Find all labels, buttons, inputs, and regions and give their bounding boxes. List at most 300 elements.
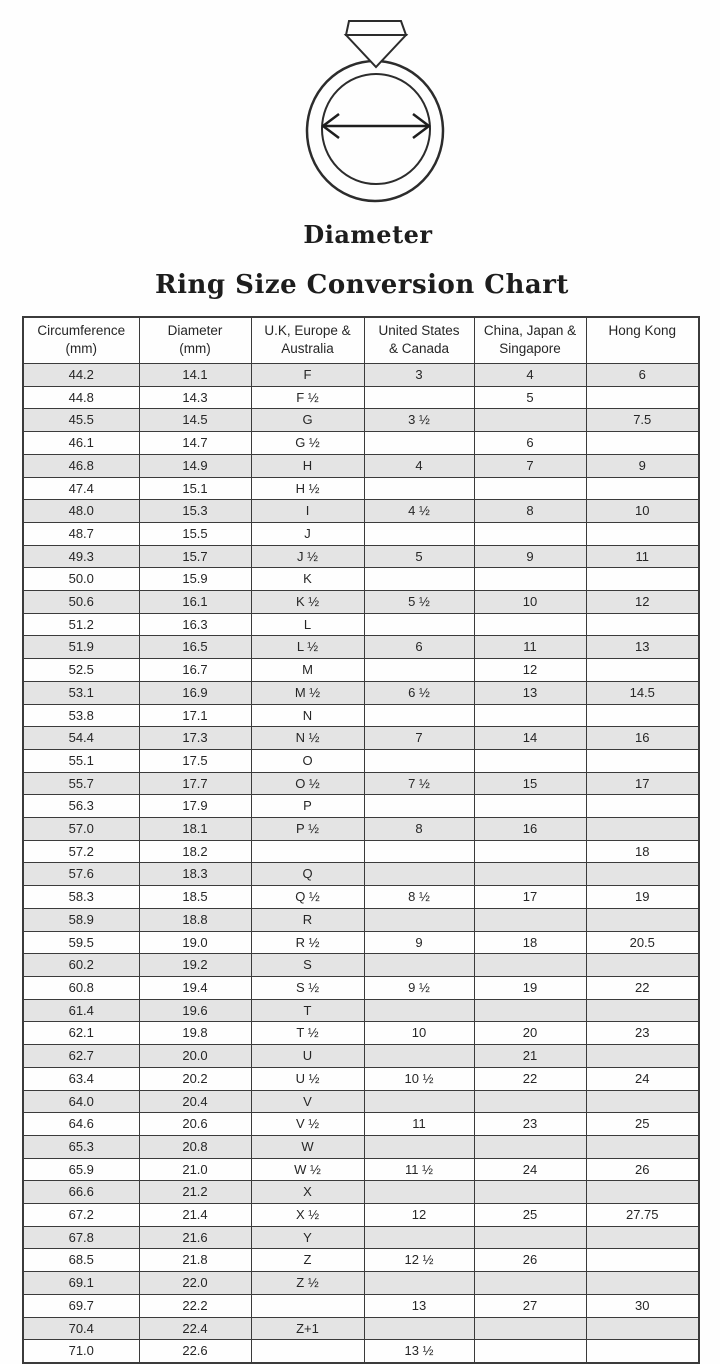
table-row	[23, 840, 699, 863]
table-cell	[474, 568, 586, 591]
table-cell: N ½	[251, 727, 364, 750]
table-cell: 48.0	[23, 500, 139, 523]
table-row	[23, 1226, 699, 1249]
table-row	[23, 364, 699, 387]
table-cell: 66.6	[23, 1181, 139, 1204]
table-cell: H	[251, 454, 364, 477]
table-cell: 16	[586, 727, 699, 750]
table-cell: 17.9	[139, 795, 251, 818]
table-cell	[586, 749, 699, 772]
table-cell: 64.6	[23, 1113, 139, 1136]
table-cell	[586, 568, 699, 591]
table-cell: 9	[586, 454, 699, 477]
table-cell: 22	[474, 1067, 586, 1090]
table-cell: N	[251, 704, 364, 727]
table-cell: 62.7	[23, 1045, 139, 1068]
table-cell	[474, 795, 586, 818]
table-cell: 55.7	[23, 772, 139, 795]
table-cell: R	[251, 908, 364, 931]
table-cell: 8 ½	[364, 886, 474, 909]
table-cell	[586, 863, 699, 886]
table-cell: 16.1	[139, 591, 251, 614]
table-row	[23, 636, 699, 659]
table-cell	[586, 795, 699, 818]
table-cell: 9	[364, 931, 474, 954]
table-cell: 51.2	[23, 613, 139, 636]
table-cell: 14.5	[586, 681, 699, 704]
table-cell: 46.8	[23, 454, 139, 477]
table-cell: 15	[474, 772, 586, 795]
table-cell: 12	[586, 591, 699, 614]
table-cell: 23	[474, 1113, 586, 1136]
table-cell: V	[251, 1090, 364, 1113]
table-cell: R ½	[251, 931, 364, 954]
table-cell: 69.1	[23, 1272, 139, 1295]
table-cell: 63.4	[23, 1067, 139, 1090]
table-cell: 48.7	[23, 522, 139, 545]
table-cell	[474, 908, 586, 931]
table-cell: 19.0	[139, 931, 251, 954]
table-cell: 54.4	[23, 727, 139, 750]
table-cell: 71.0	[23, 1340, 139, 1363]
table-cell: 5 ½	[364, 591, 474, 614]
table-cell: 17.1	[139, 704, 251, 727]
table-row	[23, 659, 699, 682]
table-cell	[586, 432, 699, 455]
table-cell: 19.8	[139, 1022, 251, 1045]
ring-diameter-illustration	[282, 10, 462, 210]
table-row	[23, 1317, 699, 1340]
table-cell: 11	[364, 1113, 474, 1136]
page-title: Ring Size Conversion Chart	[155, 270, 569, 300]
table-cell: 57.2	[23, 840, 139, 863]
table-cell: 12	[364, 1204, 474, 1227]
table-cell: G ½	[251, 432, 364, 455]
table-cell: 52.5	[23, 659, 139, 682]
table-cell: 23	[586, 1022, 699, 1045]
table-cell: 67.8	[23, 1226, 139, 1249]
table-body	[23, 364, 699, 1363]
table-cell	[364, 1226, 474, 1249]
table-cell: 13 ½	[364, 1340, 474, 1363]
table-cell: 16.3	[139, 613, 251, 636]
table-cell: 57.0	[23, 818, 139, 841]
table-cell: 20.5	[586, 931, 699, 954]
table-cell	[364, 568, 474, 591]
table-cell	[364, 477, 474, 500]
table-cell: W ½	[251, 1158, 364, 1181]
table-row	[23, 976, 699, 999]
table-cell: 8	[364, 818, 474, 841]
table-cell: F	[251, 364, 364, 387]
table-row	[23, 1045, 699, 1068]
table-cell: 21.2	[139, 1181, 251, 1204]
table-cell	[586, 1340, 699, 1363]
table-cell: 53.1	[23, 681, 139, 704]
table-cell: 22	[586, 976, 699, 999]
table-cell: 55.1	[23, 749, 139, 772]
table-cell: 60.2	[23, 954, 139, 977]
table-row	[23, 1181, 699, 1204]
table-cell: 20.0	[139, 1045, 251, 1068]
table-cell: 13	[586, 636, 699, 659]
table-cell	[586, 1045, 699, 1068]
table-row	[23, 522, 699, 545]
table-cell: 30	[586, 1294, 699, 1317]
table-cell: 51.9	[23, 636, 139, 659]
table-cell	[474, 1090, 586, 1113]
table-cell: 17.7	[139, 772, 251, 795]
table-cell: 21.4	[139, 1204, 251, 1227]
table-cell: 14.1	[139, 364, 251, 387]
table-cell: T	[251, 999, 364, 1022]
table-cell: 56.3	[23, 795, 139, 818]
table-cell: 61.4	[23, 999, 139, 1022]
table-cell: 22.4	[139, 1317, 251, 1340]
table-cell	[474, 1135, 586, 1158]
table-cell: 15.1	[139, 477, 251, 500]
table-cell: 10	[586, 500, 699, 523]
table-cell: 20.8	[139, 1135, 251, 1158]
table-cell	[586, 818, 699, 841]
table-row	[23, 613, 699, 636]
table-cell: T ½	[251, 1022, 364, 1045]
table-cell	[586, 1226, 699, 1249]
table-cell: L ½	[251, 636, 364, 659]
table-cell: 15.9	[139, 568, 251, 591]
table-cell: 14.7	[139, 432, 251, 455]
table-cell: 58.9	[23, 908, 139, 931]
table-cell: 20	[474, 1022, 586, 1045]
table-cell	[586, 1090, 699, 1113]
column-header: U.K, Europe & Australia	[251, 317, 364, 364]
table-cell: P ½	[251, 818, 364, 841]
table-cell: 18.2	[139, 840, 251, 863]
table-cell: 45.5	[23, 409, 139, 432]
table-cell: Z+1	[251, 1317, 364, 1340]
table-cell: 65.9	[23, 1158, 139, 1181]
table-cell	[251, 1340, 364, 1363]
table-cell: 7.5	[586, 409, 699, 432]
table-row	[23, 749, 699, 772]
table-cell: P	[251, 795, 364, 818]
table-cell	[586, 704, 699, 727]
table-cell: 3	[364, 364, 474, 387]
table-cell	[474, 1272, 586, 1295]
table-cell: 18	[586, 840, 699, 863]
table-cell: 21.0	[139, 1158, 251, 1181]
table-cell: 12	[474, 659, 586, 682]
table-cell: Z ½	[251, 1272, 364, 1295]
table-cell: 65.3	[23, 1135, 139, 1158]
table-cell: 11	[586, 545, 699, 568]
table-row	[23, 1067, 699, 1090]
table-cell	[364, 840, 474, 863]
table-cell: 10 ½	[364, 1067, 474, 1090]
table-cell: 15.7	[139, 545, 251, 568]
table-cell: 22.0	[139, 1272, 251, 1295]
table-cell: 20.2	[139, 1067, 251, 1090]
table-row	[23, 795, 699, 818]
table-cell	[474, 749, 586, 772]
table-cell: 5	[474, 386, 586, 409]
table-cell	[474, 522, 586, 545]
table-cell	[474, 477, 586, 500]
table-cell: 16	[474, 818, 586, 841]
table-row	[23, 863, 699, 886]
table-cell	[364, 522, 474, 545]
table-cell	[364, 954, 474, 977]
table-row	[23, 727, 699, 750]
table-cell	[364, 613, 474, 636]
table-row	[23, 545, 699, 568]
table-cell: 19.6	[139, 999, 251, 1022]
table-cell: 62.1	[23, 1022, 139, 1045]
table-cell	[474, 704, 586, 727]
table-row	[23, 681, 699, 704]
table-cell: O ½	[251, 772, 364, 795]
table-row	[23, 409, 699, 432]
table-cell: W	[251, 1135, 364, 1158]
table-cell	[586, 613, 699, 636]
table-cell: 24	[474, 1158, 586, 1181]
table-cell: X ½	[251, 1204, 364, 1227]
table-cell: 60.8	[23, 976, 139, 999]
table-row	[23, 1272, 699, 1295]
table-cell: 44.8	[23, 386, 139, 409]
table-cell: 27.75	[586, 1204, 699, 1227]
table-cell: 47.4	[23, 477, 139, 500]
table-cell	[251, 840, 364, 863]
table-cell: 27	[474, 1294, 586, 1317]
table-cell: M	[251, 659, 364, 682]
table-cell: 10	[474, 591, 586, 614]
table-cell: 17.5	[139, 749, 251, 772]
table-cell	[364, 795, 474, 818]
diamond-icon	[346, 21, 406, 35]
diameter-label: Diameter	[303, 220, 433, 249]
table-cell: 8	[474, 500, 586, 523]
table-cell: K ½	[251, 591, 364, 614]
table-row	[23, 477, 699, 500]
column-header: China, Japan & Singapore	[474, 317, 586, 364]
table-cell: S ½	[251, 976, 364, 999]
table-cell	[364, 704, 474, 727]
table-cell	[364, 1272, 474, 1295]
table-cell	[474, 954, 586, 977]
table-row	[23, 386, 699, 409]
table-cell	[364, 659, 474, 682]
table-cell: X	[251, 1181, 364, 1204]
table-cell: 14.9	[139, 454, 251, 477]
table-cell: 21.6	[139, 1226, 251, 1249]
table-cell: 14.3	[139, 386, 251, 409]
table-cell	[474, 1226, 586, 1249]
table-cell	[364, 1317, 474, 1340]
table-cell	[474, 1340, 586, 1363]
table-row	[23, 568, 699, 591]
table-cell: 26	[586, 1158, 699, 1181]
table-cell: Z	[251, 1249, 364, 1272]
table-cell	[364, 908, 474, 931]
table-cell: 46.1	[23, 432, 139, 455]
table-cell	[586, 1249, 699, 1272]
table-cell: 50.6	[23, 591, 139, 614]
table-cell: 18.1	[139, 818, 251, 841]
table-cell: 69.7	[23, 1294, 139, 1317]
table-row	[23, 591, 699, 614]
table-header	[23, 317, 699, 364]
table-cell: U ½	[251, 1067, 364, 1090]
table-cell	[586, 1135, 699, 1158]
table-cell	[586, 999, 699, 1022]
table-cell: 22.2	[139, 1294, 251, 1317]
table-cell: 70.4	[23, 1317, 139, 1340]
table-cell	[474, 409, 586, 432]
table-cell	[364, 1181, 474, 1204]
table-cell: 19	[474, 976, 586, 999]
column-header: Circumference (mm)	[23, 317, 139, 364]
table-cell: 15.5	[139, 522, 251, 545]
table-cell: 14.5	[139, 409, 251, 432]
table-cell: 57.6	[23, 863, 139, 886]
table-cell: 6	[364, 636, 474, 659]
table-cell	[364, 863, 474, 886]
table-cell: 7	[364, 727, 474, 750]
table-cell: H ½	[251, 477, 364, 500]
table-cell: 4 ½	[364, 500, 474, 523]
table-row	[23, 1158, 699, 1181]
table-cell: 44.2	[23, 364, 139, 387]
table-cell: 12 ½	[364, 1249, 474, 1272]
table-cell: S	[251, 954, 364, 977]
table-cell	[364, 1045, 474, 1068]
table-cell: 13	[474, 681, 586, 704]
table-cell: Q ½	[251, 886, 364, 909]
table-cell: 19.4	[139, 976, 251, 999]
table-cell: 7 ½	[364, 772, 474, 795]
table-cell	[586, 1317, 699, 1340]
table-cell: 68.5	[23, 1249, 139, 1272]
table-cell: 49.3	[23, 545, 139, 568]
table-cell: O	[251, 749, 364, 772]
table-header-row	[23, 317, 699, 364]
table-cell: 11	[474, 636, 586, 659]
table-cell: 67.2	[23, 1204, 139, 1227]
table-cell	[586, 954, 699, 977]
table-cell: M ½	[251, 681, 364, 704]
table-cell: 19.2	[139, 954, 251, 977]
table-cell	[586, 659, 699, 682]
table-cell: 6	[586, 364, 699, 387]
table-cell: 10	[364, 1022, 474, 1045]
table-row	[23, 1090, 699, 1113]
table-cell: 18.8	[139, 908, 251, 931]
ring-with-diamond-icon	[282, 10, 462, 210]
table-cell	[586, 1272, 699, 1295]
table-row	[23, 999, 699, 1022]
column-header: Hong Kong	[586, 317, 699, 364]
table-cell: 21	[474, 1045, 586, 1068]
table-cell: 50.0	[23, 568, 139, 591]
table-cell: 14	[474, 727, 586, 750]
table-row	[23, 1340, 699, 1363]
table-row	[23, 772, 699, 795]
table-cell	[364, 386, 474, 409]
table-cell: 58.3	[23, 886, 139, 909]
column-header: Diameter (mm)	[139, 317, 251, 364]
table-row	[23, 886, 699, 909]
table-cell: 6 ½	[364, 681, 474, 704]
table-cell: 25	[586, 1113, 699, 1136]
table-cell: Y	[251, 1226, 364, 1249]
table-cell	[586, 522, 699, 545]
table-cell: U	[251, 1045, 364, 1068]
table-row	[23, 704, 699, 727]
table-cell: 19	[586, 886, 699, 909]
table-cell: Q	[251, 863, 364, 886]
table-cell: V ½	[251, 1113, 364, 1136]
table-cell: L	[251, 613, 364, 636]
table-cell: 64.0	[23, 1090, 139, 1113]
table-cell: 20.4	[139, 1090, 251, 1113]
table-cell	[474, 1181, 586, 1204]
table-cell: 17	[474, 886, 586, 909]
table-row	[23, 1249, 699, 1272]
table-row	[23, 931, 699, 954]
table-cell: 16.9	[139, 681, 251, 704]
table-cell	[474, 613, 586, 636]
table-cell: 25	[474, 1204, 586, 1227]
ring-size-conversion-table	[22, 316, 700, 1364]
table-cell	[586, 477, 699, 500]
table-cell: 26	[474, 1249, 586, 1272]
table-cell: 15.3	[139, 500, 251, 523]
table-cell	[364, 1090, 474, 1113]
table-row	[23, 454, 699, 477]
table-cell: K	[251, 568, 364, 591]
table-cell: 18	[474, 931, 586, 954]
table-cell: 18.3	[139, 863, 251, 886]
column-header: United States & Canada	[364, 317, 474, 364]
table-cell	[474, 999, 586, 1022]
table-cell: 59.5	[23, 931, 139, 954]
table-row	[23, 1113, 699, 1136]
table-row	[23, 1135, 699, 1158]
table-cell: 9 ½	[364, 976, 474, 999]
table-cell	[586, 908, 699, 931]
table-cell: 11 ½	[364, 1158, 474, 1181]
table-cell: 16.5	[139, 636, 251, 659]
table-cell: 13	[364, 1294, 474, 1317]
table-cell: 3 ½	[364, 409, 474, 432]
table-row	[23, 432, 699, 455]
table-cell: 9	[474, 545, 586, 568]
table-cell	[251, 1294, 364, 1317]
table-cell: 17	[586, 772, 699, 795]
table-cell: 4	[474, 364, 586, 387]
table-cell: 21.8	[139, 1249, 251, 1272]
table-row	[23, 908, 699, 931]
table-cell: I	[251, 500, 364, 523]
table-row	[23, 954, 699, 977]
table-cell: 18.5	[139, 886, 251, 909]
table-cell: J	[251, 522, 364, 545]
table-cell: 6	[474, 432, 586, 455]
table-cell: 16.7	[139, 659, 251, 682]
table-cell: 17.3	[139, 727, 251, 750]
table-cell	[586, 1181, 699, 1204]
